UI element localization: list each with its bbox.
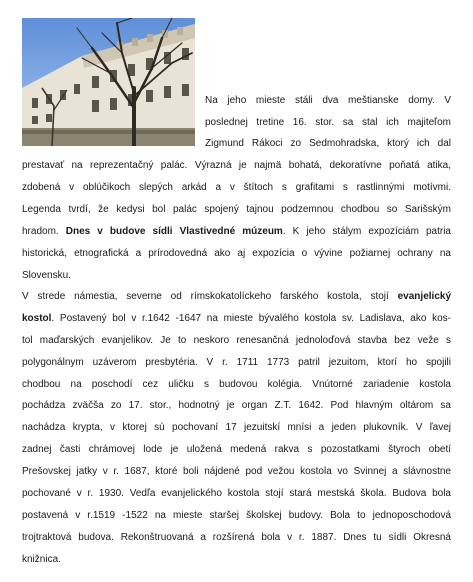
text-line [22, 291, 451, 302]
text-line: knižnica. [22, 554, 61, 565]
text-run: . K jeho stálym expozíciám patria [282, 226, 451, 237]
text-line: zdobená v oblúčikoch slepých arkád a v štítoch s grafitami s rastlinnými motívmi. [22, 182, 451, 193]
text-line: Prešovskej jatky v r. 1687, ktoré boli nájdené pod vežou kostola vo Svinnej a slávnostne [22, 466, 451, 477]
text-line: Zigmund Rákoci zo Sedmohradska, ktorý ich dal [205, 138, 451, 149]
text-line: chodbou na poschodí cez uličku s budovou kolégia. Vnútorné zariadenie kostola [22, 379, 451, 390]
text-run: V strede námestia, severne od rímskokatolíckeho farského kostola, stojí [22, 291, 398, 302]
text-line: Na jeho mieste stáli dva meštianske domy. V [205, 95, 451, 106]
text-line: pochádza zväčša zo 17. stor., hodnotný je organ Z.T. 1642. Pod hlavným oltárom sa [22, 400, 451, 411]
bold-text: kostol [22, 313, 52, 324]
text-line: poslednej tretine 16. stor. sa stal ich majiteľom [205, 117, 451, 128]
text-line: postavená v r.1519 -1522 na mieste staršej školskej budovy. Bola to jednoposchodová [22, 510, 451, 521]
text-line: historická, etnografická a prírodovedná ako aj expozícia o vývine požiarnej ochrany na [22, 248, 451, 259]
text-line: pochované v r. 1930. Vedľa evanjelického kostola stojí stará mestská škola. Budova bola [22, 488, 451, 499]
text-line: Legenda tvrdí, že kedysi bol palác spojený tajnou podzemnou chodbou so Sarišským [22, 204, 451, 215]
bold-text: evanjelický [397, 291, 451, 302]
text-run: . Postavený bol v r.1642 -1647 na mieste bývalého kostola sv. Ladislava, ako kos- [51, 313, 451, 324]
text-line: zadnej časti chrámovej lode je uložená medená rakva s pozostatkami štyroch obetí [22, 444, 451, 455]
text-line: trojtraktová budova. Rekonštruovaná a rozšírená bola v r. 1887. Dnes tu sídli Okresná [22, 532, 451, 543]
text-line: Slovensku. [22, 270, 71, 281]
text-line: nachádza krypta, v ktorej sú pochovaní 17 jezuitskí mnísi a jeden plukovník. V ľavej [22, 422, 451, 433]
text-line: tol maďarských evanjelikov. Je to neskoro renesančná jednoloďová stavba bez veže s [22, 335, 451, 346]
text-line: prestavať na reprezentačný palác. Výrazná je najmä bohatá, dekoratívne poňatá atika, [22, 160, 451, 171]
text-line [22, 313, 451, 324]
text-line [22, 226, 451, 237]
text-run: hradom. [22, 226, 66, 237]
text-line: polygonálnym uzáverom presbytéria. V r. 1711 1773 patril jezuitom, ktorí ho spojili [22, 357, 451, 368]
bold-text: Dnes v budove sídli Vlastivedné múzeum [65, 226, 283, 237]
building-photo [22, 18, 195, 146]
